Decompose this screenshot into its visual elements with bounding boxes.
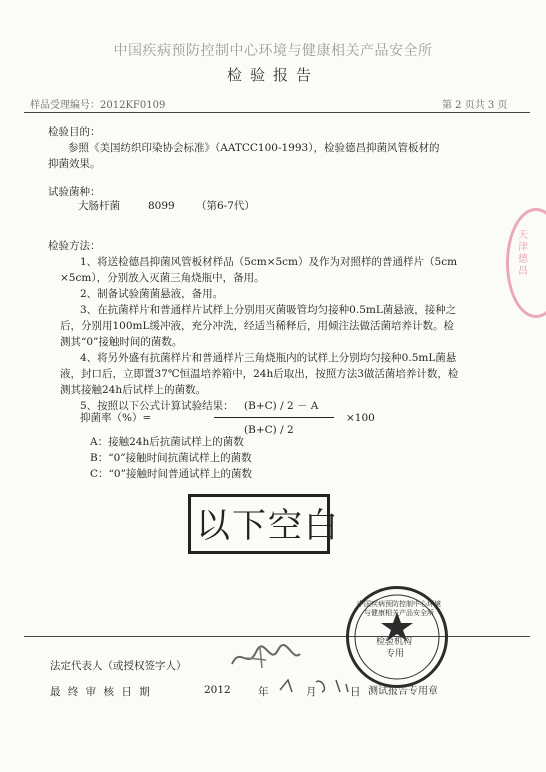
formula-label: 抑菌率（%）=: [80, 412, 152, 424]
method-line: 4、将另外盛有抗菌样片和普通样片三角烧瓶内的试样上分别均匀接种0.5mL菌悬: [80, 352, 457, 364]
purpose-heading: 检验目的：: [48, 126, 101, 138]
strain-name: 大肠杆菌: [78, 200, 120, 212]
strain-code: 8099: [148, 200, 175, 212]
seal-bottom-text: 测试报告专用章: [368, 686, 438, 697]
formula-multiplier: ×100: [346, 412, 375, 424]
header-rule: [24, 112, 530, 113]
method-line: 测其“0”接触时间的菌数。: [60, 336, 183, 348]
handwritten-date: [276, 676, 356, 696]
legal-rep-label: 法定代表人（或授权签字人）: [50, 660, 187, 672]
definition-c: C：“0”接触时间普通试样上的菌数: [90, 468, 252, 480]
method-line: 液，封口后，立即置37℃恒温培养箱中，24h后取出，按照方法3做活菌培养计数，检: [60, 368, 459, 380]
organization-name: 中国疾病预防控制中心环境与健康相关产品安全所: [113, 43, 433, 59]
signature-scribble: [226, 640, 306, 674]
fraction-bar: [214, 417, 334, 418]
method-line: 测其接触24h后试样上的菌数。: [60, 384, 207, 396]
method-line: 3、在抗菌样片和普通样片试样上分别用灭菌吸管均匀接种0.5mL菌悬液，接种之: [80, 304, 457, 316]
month-unit: 月: [306, 686, 317, 698]
method-line: 1、将送检德昌抑菌风管板材样品（5cm×5cm）及作为对照样的普通样片（5cm: [80, 256, 458, 268]
method-line: 5、按照以下公式计算试验结果：: [80, 400, 234, 412]
final-review-label: 最 终 审 核 日 期: [50, 686, 152, 698]
footer-rule: [24, 636, 530, 637]
seal-center-mid: 专用: [386, 649, 405, 659]
blank-stamp-text: 以下空白: [196, 506, 340, 546]
review-year: 2012: [204, 684, 231, 696]
method-line: ×5cm），分别放入灭菌三角烧瓶中，备用。: [60, 272, 265, 284]
purpose-line: 参照《美国纺织印染协会标准》（AATCC100-1993），检验德昌抑菌风管板材的: [68, 142, 440, 154]
side-seal-text: 天津德昌: [518, 230, 528, 277]
method-heading: 检验方法：: [48, 240, 101, 252]
formula-denominator: (B+C) / 2: [244, 424, 294, 436]
method-line: 后，分别用100mL缓冲液，充分冲洗，经适当稀释后，用倾注法做活菌培养计数。检: [60, 320, 454, 332]
formula-numerator: (B+C) / 2 － A: [244, 400, 319, 412]
definition-b: B：“0”接触时间抗菌试样上的菌数: [90, 452, 252, 464]
definition-a: A：接触24h后抗菌试样上的菌数: [90, 436, 244, 448]
report-title: 检验报告: [226, 66, 319, 84]
page-indicator: 第 2 页共 3 页: [442, 100, 508, 111]
seal-ring-text: 中国疾病预防控制中心环境与健康相关产品安全所: [357, 600, 441, 617]
purpose-line: 抑菌效果。: [48, 158, 101, 170]
strain-heading: 试验菌种：: [48, 186, 101, 198]
seal-center-top: 检验机构: [376, 637, 413, 647]
day-unit: 日: [350, 686, 361, 698]
year-unit: 年: [258, 686, 269, 698]
strain-generation: （第6-7代）: [196, 200, 255, 212]
sample-number: 样品受理编号：2012KF0109: [30, 100, 166, 111]
method-line: 2、制备试验菌菌悬液，备用。: [80, 288, 224, 300]
